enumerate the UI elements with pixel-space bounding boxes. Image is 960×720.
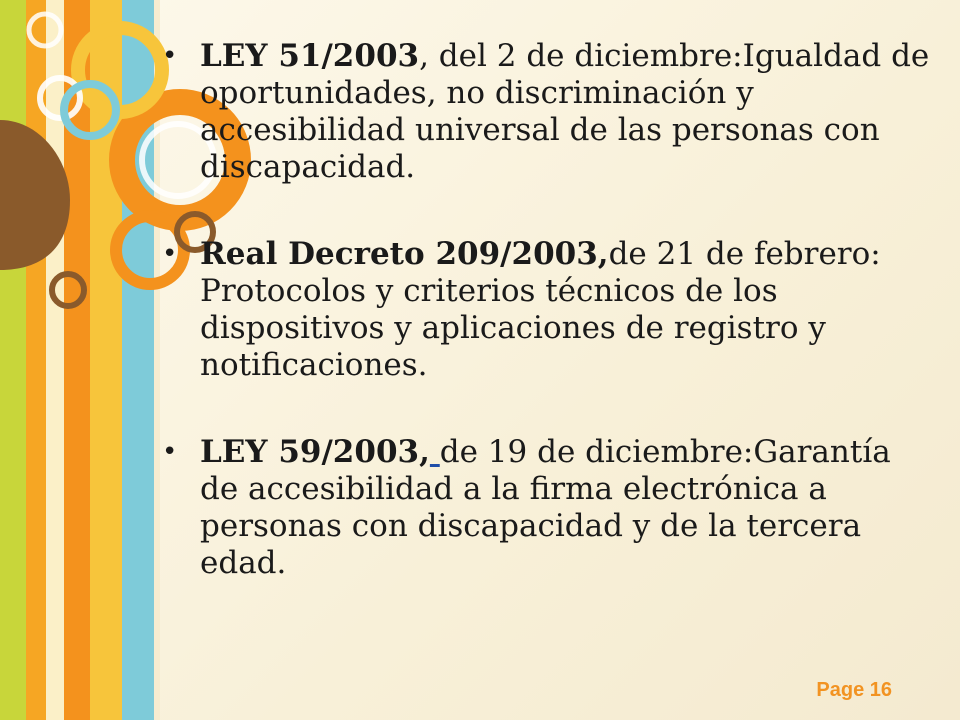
law-text: , del 2 de diciembre:Igualdad de oportunidades, no discriminación y accesibilidad universal de las personas con discapacidad. xyxy=(200,38,930,185)
link-space[interactable] xyxy=(430,434,440,470)
list-item xyxy=(162,38,937,186)
law-text-part2: Protocolos y criterios técnicos de los dispositivos y aplicaciones de registro y notificaciones. xyxy=(200,273,826,383)
list-item xyxy=(162,236,937,384)
law-text: de 19 de diciembre:Garantía de accesibilidad a la firma electrónica a personas con discapacidad y de la tercera edad. xyxy=(200,434,891,581)
law-text-part1: de 21 de febrero: xyxy=(608,236,881,272)
list-item xyxy=(162,434,937,582)
law-title: LEY 51/2003 xyxy=(200,38,420,74)
page-number: Page 16 xyxy=(816,679,892,701)
law-title: LEY 59/2003, xyxy=(200,434,430,470)
green-stripe xyxy=(0,0,26,720)
bullet-icon: • xyxy=(162,437,178,467)
bullet-icon: • xyxy=(162,41,178,71)
bullet-list xyxy=(162,38,937,632)
law-title: Real Decreto 209/2003, xyxy=(200,236,609,272)
bullet-icon: • xyxy=(162,239,178,269)
